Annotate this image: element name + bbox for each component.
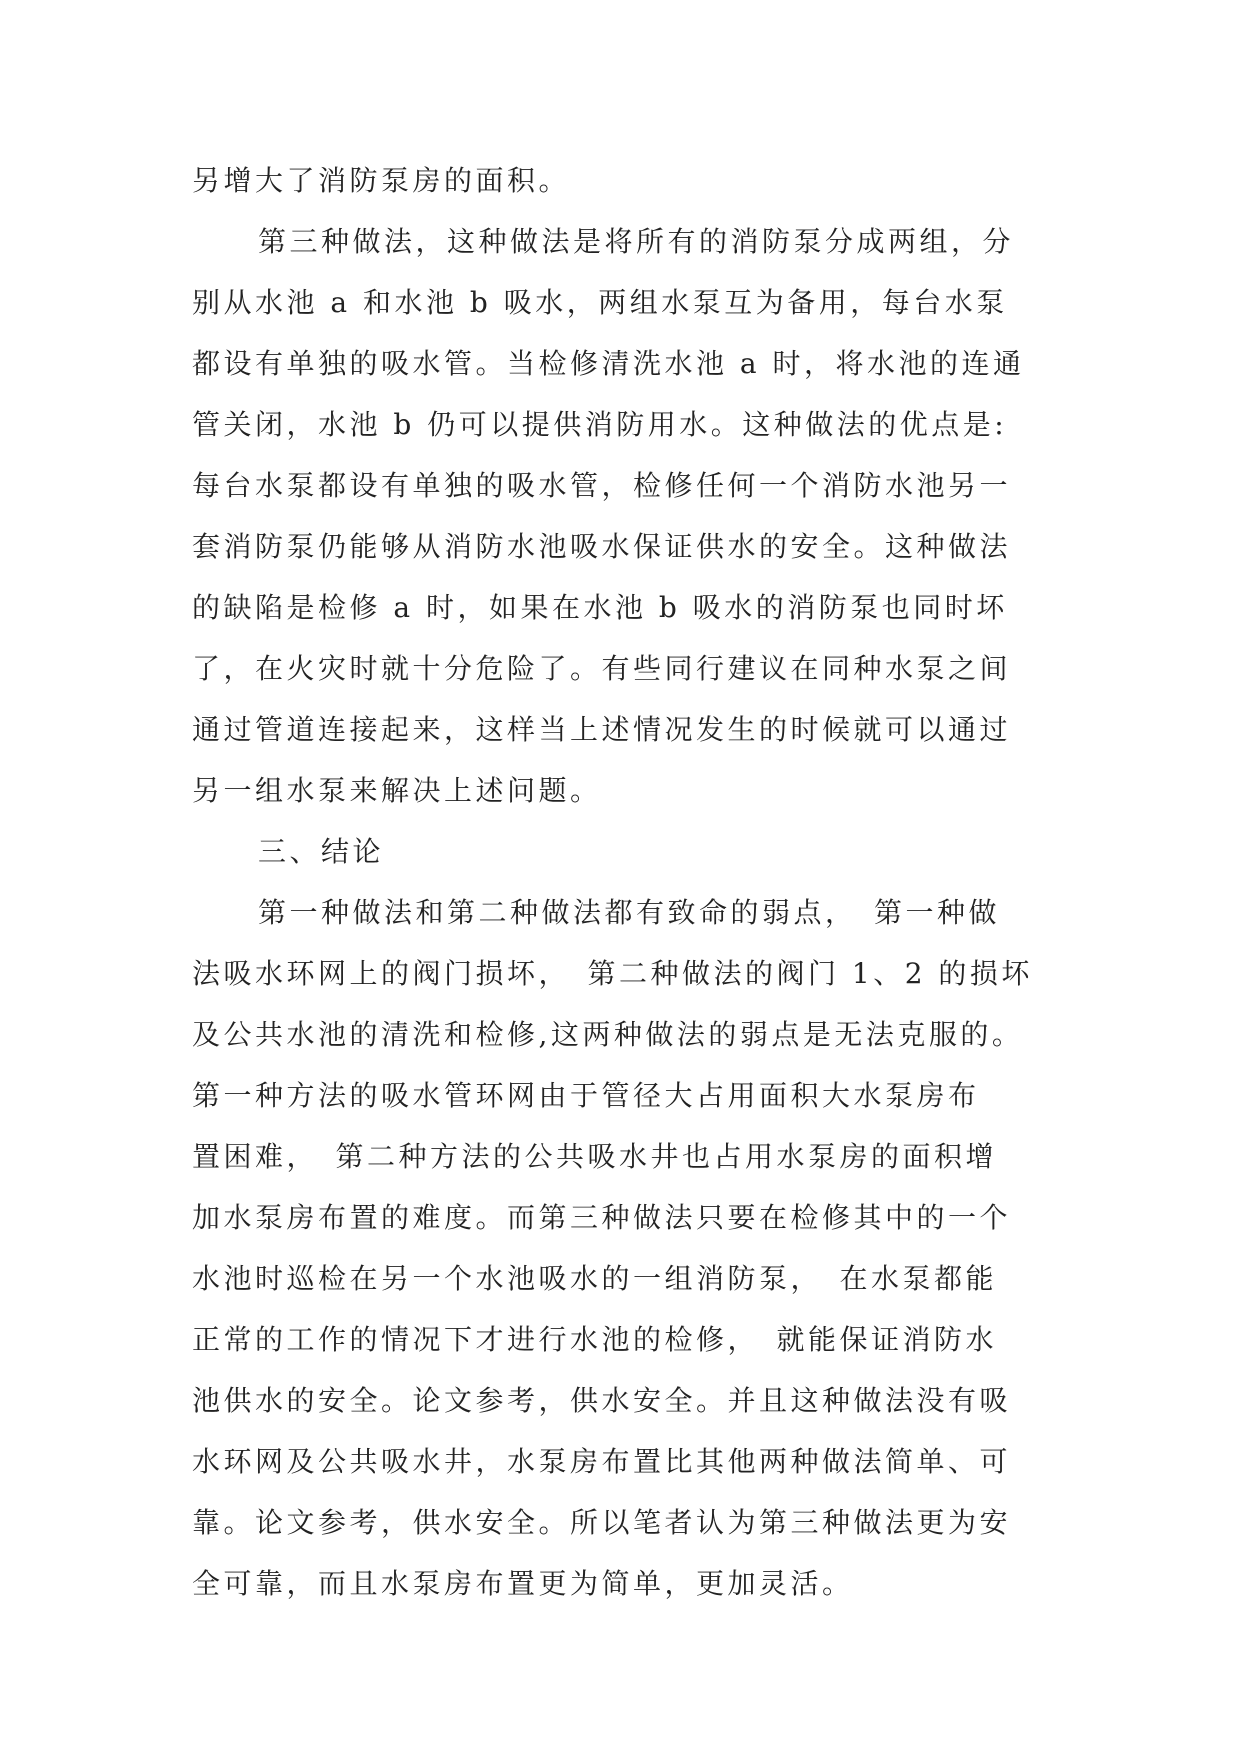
text-line-16: 第一种方法的吸水管环网由于管径大占用面积大水泵房布	[192, 1079, 980, 1112]
text-line-24: 全可靠，而且水泵房布置更为简单，更加灵活。	[192, 1567, 854, 1600]
text-line-15: 及公共水池的清洗和检修,这两种做法的弱点是无法克服的。	[192, 1018, 1024, 1051]
text-line-22: 水环网及公共吸水井，水泵房布置比其他两种做法简单、可	[192, 1445, 1012, 1478]
text-line-4: 都设有单独的吸水管。当检修清洗水池 a 时，将水池的连通	[192, 347, 1025, 380]
text-line-20: 正常的工作的情况下才进行水池的检修， 就能保证消防水	[192, 1323, 998, 1356]
text-line-11: 另一组水泵来解决上述问题。	[192, 774, 602, 807]
text-line-2-paragraph-start: 第三种做法，这种做法是将所有的消防泵分成两组，分	[258, 225, 1015, 258]
text-line-6: 每台水泵都设有单独的吸水管，检修任何一个消防水池另一	[192, 469, 1012, 502]
text-line-18: 加水泵房布置的难度。而第三种做法只要在检修其中的一个	[192, 1201, 1012, 1234]
text-line-3: 别从水池 a 和水池 b 吸水，两组水泵互为备用，每台水泵	[192, 286, 1008, 319]
text-line-8: 的缺陷是检修 a 时，如果在水池 b 吸水的消防泵也同时坏	[192, 591, 1008, 624]
text-line-5: 管关闭，水池 b 仍可以提供消防用水。这种做法的优点是:	[192, 408, 1008, 441]
text-line-19: 水池时巡检在另一个水池吸水的一组消防泵， 在水泵都能	[192, 1262, 998, 1295]
text-line-10: 通过管道连接起来，这样当上述情况发生的时候就可以通过	[192, 713, 1012, 746]
document-body	[192, 150, 1052, 1614]
text-line-17: 置困难， 第二种方法的公共吸水井也占用水泵房的面积增	[192, 1140, 998, 1173]
text-line-1: 另增大了消防泵房的面积。	[192, 164, 571, 197]
text-line-21: 池供水的安全。论文参考，供水安全。并且这种做法没有吸	[192, 1384, 1012, 1417]
text-line-7: 套消防泵仍能够从消防水池吸水保证供水的安全。这种做法	[192, 530, 1012, 563]
text-line-9: 了，在火灾时就十分危险了。有些同行建议在同种水泵之间	[192, 652, 1012, 685]
text-line-13-paragraph-start: 第一种做法和第二种做法都有致命的弱点， 第一种做	[258, 896, 1001, 929]
text-line-23: 靠。论文参考，供水安全。所以笔者认为第三种做法更为安	[192, 1506, 1012, 1539]
section-heading-conclusion: 三、结论	[258, 835, 385, 868]
text-line-14: 法吸水环网上的阀门损坏， 第二种做法的阀门 1、2 的损坏	[192, 957, 1033, 990]
